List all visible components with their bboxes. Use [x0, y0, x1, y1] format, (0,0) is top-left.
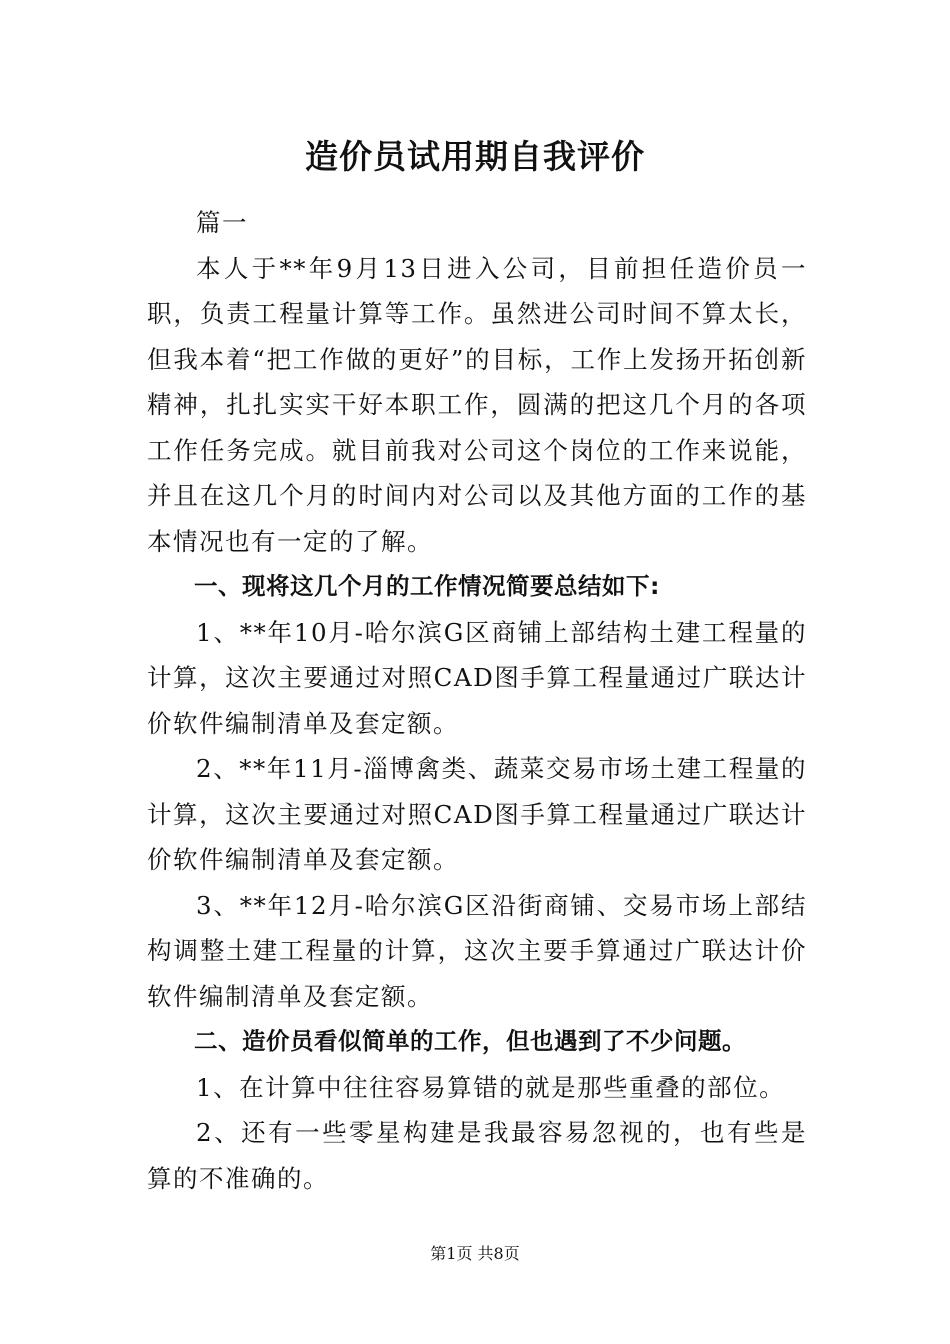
page-footer: 第1页 共8页 — [430, 1244, 520, 1263]
intro-paragraph: 本人于**年9月13日进入公司，目前担任造价员一职，负责工程量计算等工作。虽然进公司时间不算太长，但我本着“把工作做的更好”的目标，工作上发扬开拓创新精神，扎扎实实干好本职工作，圆满的把这几个月的各项工作任务完成。就目前我对公司这个岗位的工作来说能，并且在这几个月的时间内对公司以及其他方面的工作的基本情况也有一定的了解。 — [147, 253, 807, 556]
work-item-1: 1、**年10月-哈尔滨G区商铺上部结构土建工程量的计算，这次主要通过对照CAD图手算工程量通过广联达计价软件编制清单及套定额。 — [147, 617, 807, 738]
work-item-3: 3、**年12月-哈尔滨G区沿街商铺、交易市场上部结构调整土建工程量的计算，这次主要手算通过广联达计价软件编制清单及套定额。 — [147, 890, 807, 1011]
document-body — [147, 200, 807, 1201]
section-heading-2: 二、造价员看似简单的工作，但也遇到了不少问题。 — [194, 1027, 746, 1055]
work-item-2: 2、**年11月-淄博禽类、蔬菜交易市场土建工程量的计算，这次主要通过对照CAD图手算工程量通过广联达计价软件编制清单及套定额。 — [147, 754, 807, 874]
section-heading-1: 一、现将这几个月的工作情况简要总结如下: — [194, 572, 660, 600]
problem-item-2: 2、还有一些零星构建是我最容易忽视的，也有些是算的不准确的。 — [147, 1118, 807, 1193]
document-title: 造价员试用期自我评价 — [305, 137, 645, 176]
problem-item-1: 1、在计算中往往容易算错的就是那些重叠的部位。 — [196, 1072, 786, 1102]
section-label: 篇一 — [196, 208, 248, 237]
